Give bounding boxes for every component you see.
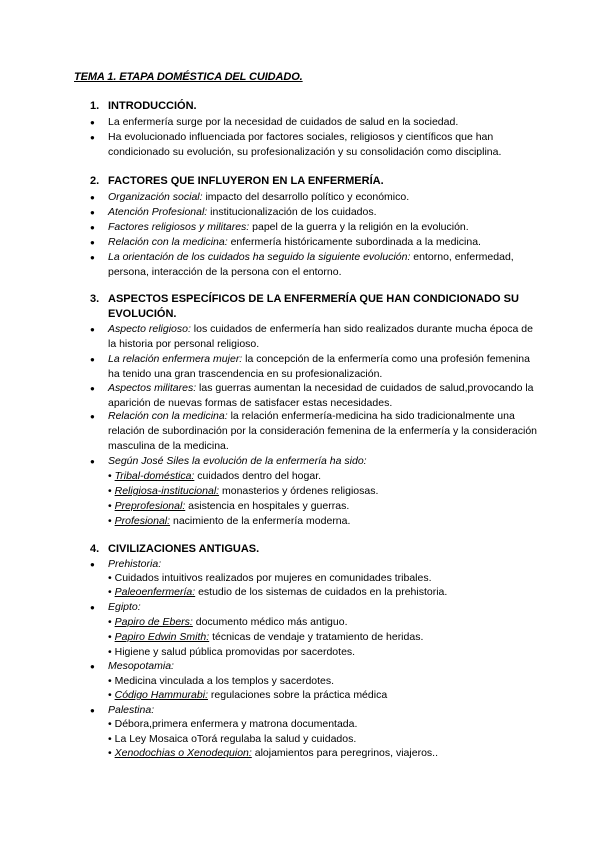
dot-icon: • xyxy=(108,616,112,628)
sub-list-item: • Código Hammurabi: regulaciones sobre la práctica médica xyxy=(108,689,388,701)
bullet-icon: ● xyxy=(90,208,95,217)
dot-icon: • xyxy=(108,500,112,512)
document-title: TEMA 1. ETAPA DOMÉSTICA DEL CUIDADO. xyxy=(74,71,303,83)
dot-icon: • xyxy=(108,515,112,527)
bullet-icon: ● xyxy=(90,603,95,612)
bullet-icon: ● xyxy=(90,118,95,127)
dot-icon: • xyxy=(108,485,112,497)
sub-list-item: • Profesional: nacimiento de la enfermería moderna. xyxy=(108,515,351,527)
section-2-heading: 2. FACTORES QUE INFLUYERON EN LA ENFERMERÍA. xyxy=(90,175,384,187)
sub-list-item: • Preprofesional: asistencia en hospitales y guerras. xyxy=(108,500,350,512)
section-1-heading: 1. INTRODUCCIÓN. xyxy=(90,100,197,112)
bullet-icon: ● xyxy=(90,193,95,202)
bullet-icon: ● xyxy=(90,706,95,715)
dot-icon: • xyxy=(108,733,112,745)
dot-icon: • xyxy=(108,631,112,643)
sub-list-item: • Débora,primera enfermera y matrona documentada. xyxy=(108,718,358,730)
bullet-icon: ● xyxy=(90,325,95,334)
dot-icon: • xyxy=(108,470,112,482)
sub-list-item: • Xenodochias o Xenodequion: alojamientos para peregrinos, viajeros.. xyxy=(108,747,438,759)
sub-list-item: • Religiosa-institucional: monasterios y órdenes religiosas. xyxy=(108,485,379,497)
bullet-icon: ● xyxy=(90,560,95,569)
bullet-icon: ● xyxy=(90,253,95,262)
bullet-icon: ● xyxy=(90,238,95,247)
dot-icon: • xyxy=(108,675,112,687)
dot-icon: • xyxy=(108,689,112,701)
sub-list-item: • Papiro de Ebers: documento médico más antiguo. xyxy=(108,616,348,628)
bullet-icon: ● xyxy=(90,662,95,671)
dot-icon: • xyxy=(108,747,112,759)
dot-icon: • xyxy=(108,572,112,584)
bullet-icon: ● xyxy=(90,457,95,466)
bullet-icon: ● xyxy=(90,133,95,142)
dot-icon: • xyxy=(108,718,112,730)
dot-icon: • xyxy=(108,586,112,598)
sub-list-item: • Medicina vinculada a los templos y sacerdotes. xyxy=(108,675,335,687)
sub-list-item: • La Ley Mosaica oTorá regulaba la salud y cuidados. xyxy=(108,733,357,745)
section-4-heading: 4. CIVILIZACIONES ANTIGUAS. xyxy=(90,543,260,555)
bullet-icon: ● xyxy=(90,412,95,421)
sub-list-item: • Tribal-doméstica: cuidados dentro del hogar. xyxy=(108,470,322,482)
dot-icon: • xyxy=(108,646,112,658)
sub-list-item: • Cuidados intuitivos realizados por mujeres en comunidades tribales. xyxy=(108,572,432,584)
sub-list-item: • Papiro Edwin Smith: técnicas de vendaje y tratamiento de heridas. xyxy=(108,631,424,643)
section-3-heading: 3. ASPECTOS ESPECÍFICOS DE LA ENFERMERÍA QUE HAN CONDICIONADO SU EVOLUCIÓN. xyxy=(90,293,519,320)
bullet-icon: ● xyxy=(90,355,95,364)
sub-list-item: • Paleoenfermería: estudio de los sistemas de cuidados en la prehistoria. xyxy=(108,586,448,598)
sub-list-item: • Higiene y salud pública promovidas por sacerdotes. xyxy=(108,646,356,658)
bullet-icon: ● xyxy=(90,223,95,232)
document-page: TEMA 1. ETAPA DOMÉSTICA DEL CUIDADO. 1. INTRODUCCIÓN. ● La enfermería surge por la necesidad de cuidados de salud en la sociedad. ● Ha evolucionado influenciada por factores sociales, religiosos y científicos que han condicionado su evolución, su profesionalización y su consolidación como disciplina. 2. FACTORES QUE INFLUYERON EN LA ENFERMERÍA. ● Organización social: impacto del desarrollo político y económico. ● Atención Profesional: institucionalización de los cuidados. ● Factores religiosos y militares: papel de la guerra y la religión en la evolución. ● Relación con la medicina: enfermería históricamente subordinada a la medicina. ● La orientación de los cuidados ha seguido la siguiente evolución: entorno, enfermedad, persona, interacción de la persona con el entorno. 3. ASPECTOS ESPECÍFICOS DE LA ENFERMERÍA QUE HAN CONDICIONADO SU EVOLUCIÓN. ● Aspecto religioso: los cuidados de enfermería han sido realizados durante mucha época de la historia por personal religioso. ● La relación enfermera mujer: la concepción de la enfermería como una profesión femenina ha tenido una gran trascendencia en su profesionalización. ● Aspectos militares: las guerras aumentan la necesidad de cuidados de salud,provocando la aparición de nuevas formas de satisfacer estas necesidades. ● Relación con la medicina: la relación enfermería-medicina ha sido tradicionalmente una relación de subordinación por la consideración femenina de la enfermería y la consideración masculina de la medicina. ● Según José Siles la evolución de la enfermería ha sido: • Tribal-doméstica: cuidados dentro del hogar. • Religiosa-institucional: monasterios y órdenes religiosas. • Preprofesional: asistencia en hospitales y guerras. • Profesional: nacimiento de la enfermería moderna. 4. CIVILIZACIONES ANTIGUAS. ● Prehistoria: • Cuidados intuitivos realizados por mujeres en comunidades tribales. • Paleoenfermería: estudio de los sistemas de cuidados en la prehistoria. ● Egipto: • Papiro de Ebers: documento médico más antiguo. • Papiro Edwin Smith: técnicas de vendaje y tratamiento de heridas. • Higiene y salud pública promovidas por sacerdotes. ● Mesopotamia: • Medicina vinculada a los templos y sacerdotes. • Código Hammurabi: regulaciones sobre la práctica médica ● Palestina: • Débora,primera enfermera y matrona documentada. • La Ley Mosaica oTorá regulaba la salud y cuidados. • Xenodochias o Xenodequion: alojamientos para peregrinos, viajeros.. xyxy=(0,0,600,848)
bullet-icon: ● xyxy=(90,384,95,393)
